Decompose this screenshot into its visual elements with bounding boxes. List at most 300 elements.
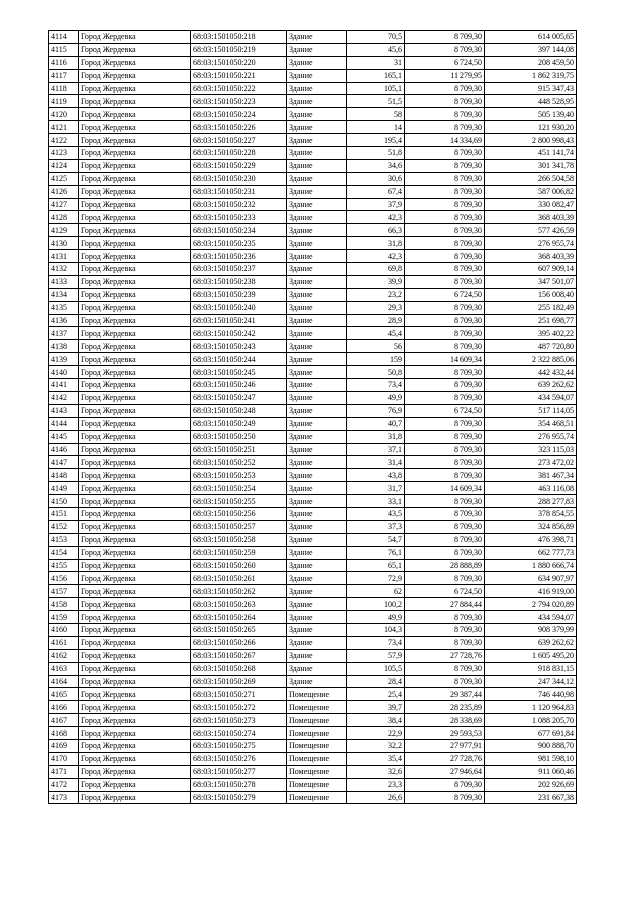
locality-cell: Город Жердевка — [79, 250, 191, 263]
cadastral-value-cell: 746 440,98 — [485, 688, 577, 701]
row-number-cell: 4134 — [49, 288, 79, 301]
locality-cell: Город Жердевка — [79, 507, 191, 520]
cadastral-value-cell: 121 930,20 — [485, 121, 577, 134]
object-type-cell: Здание — [287, 533, 347, 546]
locality-cell: Город Жердевка — [79, 727, 191, 740]
unit-price-cell: 8 709,30 — [405, 791, 485, 804]
area-cell: 72,9 — [347, 572, 405, 585]
area-cell: 43,8 — [347, 469, 405, 482]
cadastral-number-cell: 68:03:1501050:258 — [191, 533, 287, 546]
area-cell: 30,6 — [347, 172, 405, 185]
object-type-cell: Здание — [287, 366, 347, 379]
cadastral-number-cell: 68:03:1501050:228 — [191, 147, 287, 160]
area-cell: 42,3 — [347, 250, 405, 263]
unit-price-cell: 8 709,30 — [405, 237, 485, 250]
area-cell: 165,1 — [347, 69, 405, 82]
locality-cell: Город Жердевка — [79, 198, 191, 211]
row-number-cell: 4148 — [49, 469, 79, 482]
object-type-cell: Здание — [287, 430, 347, 443]
cadastral-value-cell: 368 403,39 — [485, 250, 577, 263]
table-row — [49, 598, 577, 611]
row-number-cell: 4147 — [49, 456, 79, 469]
cadastral-value-cell: 505 139,40 — [485, 108, 577, 121]
unit-price-cell: 8 709,30 — [405, 379, 485, 392]
cadastral-number-cell: 68:03:1501050:268 — [191, 662, 287, 675]
object-type-cell: Помещение — [287, 752, 347, 765]
cadastral-number-cell: 68:03:1501050:264 — [191, 611, 287, 624]
row-number-cell: 4156 — [49, 572, 79, 585]
object-type-cell: Здание — [287, 598, 347, 611]
row-number-cell: 4127 — [49, 198, 79, 211]
cadastral-value-cell: 273 472,02 — [485, 456, 577, 469]
object-type-cell: Помещение — [287, 765, 347, 778]
cadastral-number-cell: 68:03:1501050:223 — [191, 95, 287, 108]
object-type-cell: Здание — [287, 95, 347, 108]
row-number-cell: 4132 — [49, 263, 79, 276]
unit-price-cell: 8 709,30 — [405, 520, 485, 533]
table-row — [49, 301, 577, 314]
object-type-cell: Здание — [287, 649, 347, 662]
object-type-cell: Здание — [287, 507, 347, 520]
area-cell: 25,4 — [347, 688, 405, 701]
locality-cell: Город Жердевка — [79, 327, 191, 340]
cadastral-number-cell: 68:03:1501050:230 — [191, 172, 287, 185]
row-number-cell: 4152 — [49, 520, 79, 533]
locality-cell: Город Жердевка — [79, 417, 191, 430]
locality-cell: Город Жердевка — [79, 572, 191, 585]
locality-cell: Город Жердевка — [79, 675, 191, 688]
area-cell: 39,7 — [347, 701, 405, 714]
object-type-cell: Помещение — [287, 701, 347, 714]
table-row — [49, 43, 577, 56]
cadastral-value-cell: 900 888,70 — [485, 739, 577, 752]
unit-price-cell: 8 709,30 — [405, 95, 485, 108]
cadastral-number-cell: 68:03:1501050:274 — [191, 727, 287, 740]
row-number-cell: 4141 — [49, 379, 79, 392]
row-number-cell: 4167 — [49, 714, 79, 727]
object-type-cell: Помещение — [287, 791, 347, 804]
unit-price-cell: 6 724,50 — [405, 56, 485, 69]
table-row — [49, 353, 577, 366]
area-cell: 105,1 — [347, 82, 405, 95]
unit-price-cell: 14 609,34 — [405, 353, 485, 366]
unit-price-cell: 8 709,30 — [405, 31, 485, 44]
cadastral-number-cell: 68:03:1501050:249 — [191, 417, 287, 430]
cadastral-value-cell: 451 141,74 — [485, 147, 577, 160]
cadastral-value-cell: 324 856,89 — [485, 520, 577, 533]
locality-cell: Город Жердевка — [79, 598, 191, 611]
locality-cell: Город Жердевка — [79, 611, 191, 624]
row-number-cell: 4144 — [49, 417, 79, 430]
table-row — [49, 456, 577, 469]
table-row — [49, 791, 577, 804]
object-type-cell: Здание — [287, 611, 347, 624]
cadastral-number-cell: 68:03:1501050:240 — [191, 301, 287, 314]
cadastral-number-cell: 68:03:1501050:253 — [191, 469, 287, 482]
cadastral-number-cell: 68:03:1501050:237 — [191, 263, 287, 276]
area-cell: 49,9 — [347, 611, 405, 624]
object-type-cell: Здание — [287, 31, 347, 44]
area-cell: 51,8 — [347, 147, 405, 160]
locality-cell: Город Жердевка — [79, 314, 191, 327]
cadastral-number-cell: 68:03:1501050:247 — [191, 391, 287, 404]
area-cell: 14 — [347, 121, 405, 134]
unit-price-cell: 28 888,89 — [405, 559, 485, 572]
object-type-cell: Здание — [287, 456, 347, 469]
cadastral-number-cell: 68:03:1501050:261 — [191, 572, 287, 585]
cadastral-number-cell: 68:03:1501050:272 — [191, 701, 287, 714]
cadastral-number-cell: 68:03:1501050:233 — [191, 211, 287, 224]
area-cell: 159 — [347, 353, 405, 366]
unit-price-cell: 8 709,30 — [405, 263, 485, 276]
cadastral-value-cell: 330 082,47 — [485, 198, 577, 211]
cadastral-value-cell: 378 854,55 — [485, 507, 577, 520]
table-row — [49, 611, 577, 624]
table-body — [49, 31, 577, 804]
table-row — [49, 263, 577, 276]
row-number-cell: 4171 — [49, 765, 79, 778]
object-type-cell: Помещение — [287, 727, 347, 740]
area-cell: 104,3 — [347, 623, 405, 636]
area-cell: 37,1 — [347, 443, 405, 456]
locality-cell: Город Жердевка — [79, 443, 191, 456]
table-row — [49, 147, 577, 160]
area-cell: 28,4 — [347, 675, 405, 688]
row-number-cell: 4154 — [49, 546, 79, 559]
row-number-cell: 4146 — [49, 443, 79, 456]
object-type-cell: Здание — [287, 69, 347, 82]
locality-cell: Город Жердевка — [79, 134, 191, 147]
table-row — [49, 417, 577, 430]
unit-price-cell: 8 709,30 — [405, 417, 485, 430]
area-cell: 22,9 — [347, 727, 405, 740]
unit-price-cell: 8 709,30 — [405, 778, 485, 791]
cadastral-value-cell: 911 060,46 — [485, 765, 577, 778]
unit-price-cell: 8 709,30 — [405, 211, 485, 224]
row-number-cell: 4116 — [49, 56, 79, 69]
cadastral-value-cell: 614 005,65 — [485, 31, 577, 44]
object-type-cell: Здание — [287, 198, 347, 211]
cadastral-number-cell: 68:03:1501050:222 — [191, 82, 287, 95]
cadastral-number-cell: 68:03:1501050:221 — [191, 69, 287, 82]
row-number-cell: 4150 — [49, 495, 79, 508]
unit-price-cell: 8 709,30 — [405, 662, 485, 675]
row-number-cell: 4123 — [49, 147, 79, 160]
cadastral-number-cell: 68:03:1501050:275 — [191, 739, 287, 752]
cadastral-number-cell: 68:03:1501050:235 — [191, 237, 287, 250]
row-number-cell: 4131 — [49, 250, 79, 263]
table-row — [49, 495, 577, 508]
locality-cell: Город Жердевка — [79, 430, 191, 443]
table-row — [49, 314, 577, 327]
row-number-cell: 4139 — [49, 353, 79, 366]
cadastral-value-cell: 276 955,74 — [485, 430, 577, 443]
unit-price-cell: 8 709,30 — [405, 391, 485, 404]
cadastral-value-cell: 323 115,03 — [485, 443, 577, 456]
row-number-cell: 4149 — [49, 482, 79, 495]
object-type-cell: Здание — [287, 585, 347, 598]
cadastral-value-cell: 448 528,95 — [485, 95, 577, 108]
locality-cell: Город Жердевка — [79, 662, 191, 675]
locality-cell: Город Жердевка — [79, 495, 191, 508]
locality-cell: Город Жердевка — [79, 237, 191, 250]
table-row — [49, 95, 577, 108]
cadastral-value-cell: 442 432,44 — [485, 366, 577, 379]
cadastral-value-cell: 981 598,10 — [485, 752, 577, 765]
cadastral-value-table — [48, 30, 577, 804]
unit-price-cell: 8 709,30 — [405, 314, 485, 327]
table-row — [49, 727, 577, 740]
area-cell: 65,1 — [347, 559, 405, 572]
area-cell: 73,4 — [347, 636, 405, 649]
locality-cell: Город Жердевка — [79, 224, 191, 237]
row-number-cell: 4137 — [49, 327, 79, 340]
object-type-cell: Здание — [287, 327, 347, 340]
table-row — [49, 69, 577, 82]
cadastral-number-cell: 68:03:1501050:254 — [191, 482, 287, 495]
unit-price-cell: 6 724,50 — [405, 585, 485, 598]
table-row — [49, 237, 577, 250]
row-number-cell: 4157 — [49, 585, 79, 598]
unit-price-cell: 29 593,53 — [405, 727, 485, 740]
row-number-cell: 4136 — [49, 314, 79, 327]
unit-price-cell: 8 709,30 — [405, 430, 485, 443]
unit-price-cell: 8 709,30 — [405, 43, 485, 56]
area-cell: 57,9 — [347, 649, 405, 662]
cadastral-value-cell: 397 144,08 — [485, 43, 577, 56]
unit-price-cell: 8 709,30 — [405, 185, 485, 198]
area-cell: 42,3 — [347, 211, 405, 224]
cadastral-value-cell: 915 347,43 — [485, 82, 577, 95]
locality-cell: Город Жердевка — [79, 353, 191, 366]
cadastral-value-cell: 288 277,83 — [485, 495, 577, 508]
object-type-cell: Здание — [287, 391, 347, 404]
table-row — [49, 778, 577, 791]
unit-price-cell: 8 709,30 — [405, 108, 485, 121]
locality-cell: Город Жердевка — [79, 31, 191, 44]
area-cell: 67,4 — [347, 185, 405, 198]
cadastral-number-cell: 68:03:1501050:229 — [191, 159, 287, 172]
row-number-cell: 4140 — [49, 366, 79, 379]
table-row — [49, 559, 577, 572]
cadastral-value-cell: 577 426,59 — [485, 224, 577, 237]
row-number-cell: 4119 — [49, 95, 79, 108]
table-row — [49, 546, 577, 559]
locality-cell: Город Жердевка — [79, 211, 191, 224]
row-number-cell: 4155 — [49, 559, 79, 572]
cadastral-value-cell: 231 667,38 — [485, 791, 577, 804]
cadastral-number-cell: 68:03:1501050:241 — [191, 314, 287, 327]
locality-cell: Город Жердевка — [79, 701, 191, 714]
cadastral-value-cell: 908 379,99 — [485, 623, 577, 636]
locality-cell: Город Жердевка — [79, 636, 191, 649]
cadastral-value-cell: 368 403,39 — [485, 211, 577, 224]
row-number-cell: 4160 — [49, 623, 79, 636]
area-cell: 40,7 — [347, 417, 405, 430]
row-number-cell: 4138 — [49, 340, 79, 353]
locality-cell: Город Жердевка — [79, 82, 191, 95]
area-cell: 69,8 — [347, 263, 405, 276]
cadastral-number-cell: 68:03:1501050:248 — [191, 404, 287, 417]
cadastral-number-cell: 68:03:1501050:242 — [191, 327, 287, 340]
cadastral-value-cell: 1 088 205,70 — [485, 714, 577, 727]
cadastral-value-cell: 208 459,50 — [485, 56, 577, 69]
cadastral-number-cell: 68:03:1501050:243 — [191, 340, 287, 353]
locality-cell: Город Жердевка — [79, 340, 191, 353]
row-number-cell: 4161 — [49, 636, 79, 649]
object-type-cell: Здание — [287, 134, 347, 147]
cadastral-value-cell: 639 262,62 — [485, 636, 577, 649]
object-type-cell: Здание — [287, 675, 347, 688]
locality-cell: Город Жердевка — [79, 56, 191, 69]
cadastral-value-cell: 634 907,97 — [485, 572, 577, 585]
unit-price-cell: 8 709,30 — [405, 443, 485, 456]
table-row — [49, 327, 577, 340]
cadastral-number-cell: 68:03:1501050:246 — [191, 379, 287, 392]
unit-price-cell: 8 709,30 — [405, 507, 485, 520]
row-number-cell: 4133 — [49, 275, 79, 288]
locality-cell: Город Жердевка — [79, 533, 191, 546]
row-number-cell: 4126 — [49, 185, 79, 198]
unit-price-cell: 8 709,30 — [405, 121, 485, 134]
table-row — [49, 31, 577, 44]
object-type-cell: Здание — [287, 288, 347, 301]
object-type-cell: Здание — [287, 353, 347, 366]
object-type-cell: Здание — [287, 147, 347, 160]
object-type-cell: Помещение — [287, 739, 347, 752]
unit-price-cell: 8 709,30 — [405, 366, 485, 379]
row-number-cell: 4142 — [49, 391, 79, 404]
area-cell: 37,3 — [347, 520, 405, 533]
cadastral-number-cell: 68:03:1501050:265 — [191, 623, 287, 636]
locality-cell: Город Жердевка — [79, 301, 191, 314]
object-type-cell: Здание — [287, 108, 347, 121]
table-row — [49, 172, 577, 185]
row-number-cell: 4162 — [49, 649, 79, 662]
locality-cell: Город Жердевка — [79, 778, 191, 791]
object-type-cell: Здание — [287, 404, 347, 417]
cadastral-value-cell: 381 467,34 — [485, 469, 577, 482]
object-type-cell: Здание — [287, 469, 347, 482]
row-number-cell: 4117 — [49, 69, 79, 82]
row-number-cell: 4170 — [49, 752, 79, 765]
cadastral-value-cell: 1 880 666,74 — [485, 559, 577, 572]
locality-cell: Город Жердевка — [79, 147, 191, 160]
area-cell: 23,2 — [347, 288, 405, 301]
unit-price-cell: 8 709,30 — [405, 147, 485, 160]
area-cell: 32,2 — [347, 739, 405, 752]
table-row — [49, 649, 577, 662]
cadastral-value-cell: 1 862 319,75 — [485, 69, 577, 82]
unit-price-cell: 11 279,95 — [405, 69, 485, 82]
unit-price-cell: 8 709,30 — [405, 533, 485, 546]
cadastral-number-cell: 68:03:1501050:273 — [191, 714, 287, 727]
cadastral-number-cell: 68:03:1501050:244 — [191, 353, 287, 366]
cadastral-number-cell: 68:03:1501050:256 — [191, 507, 287, 520]
table-row — [49, 159, 577, 172]
unit-price-cell: 6 724,50 — [405, 404, 485, 417]
cadastral-value-cell: 347 501,07 — [485, 275, 577, 288]
cadastral-value-cell: 266 504,58 — [485, 172, 577, 185]
cadastral-number-cell: 68:03:1501050:231 — [191, 185, 287, 198]
table-row — [49, 714, 577, 727]
cadastral-value-cell: 639 262,62 — [485, 379, 577, 392]
area-cell: 37,9 — [347, 198, 405, 211]
table-row — [49, 198, 577, 211]
area-cell: 28,9 — [347, 314, 405, 327]
object-type-cell: Здание — [287, 224, 347, 237]
cadastral-number-cell: 68:03:1501050:267 — [191, 649, 287, 662]
unit-price-cell: 27 728,76 — [405, 649, 485, 662]
locality-cell: Город Жердевка — [79, 121, 191, 134]
table-row — [49, 250, 577, 263]
object-type-cell: Помещение — [287, 778, 347, 791]
area-cell: 31,8 — [347, 430, 405, 443]
cadastral-number-cell: 68:03:1501050:263 — [191, 598, 287, 611]
row-number-cell: 4163 — [49, 662, 79, 675]
cadastral-value-cell: 677 691,84 — [485, 727, 577, 740]
area-cell: 100,2 — [347, 598, 405, 611]
cadastral-number-cell: 68:03:1501050:269 — [191, 675, 287, 688]
area-cell: 33,1 — [347, 495, 405, 508]
area-cell: 76,9 — [347, 404, 405, 417]
locality-cell: Город Жердевка — [79, 714, 191, 727]
table-row — [49, 404, 577, 417]
object-type-cell: Здание — [287, 301, 347, 314]
table-row — [49, 56, 577, 69]
locality-cell: Город Жердевка — [79, 185, 191, 198]
cadastral-number-cell: 68:03:1501050:251 — [191, 443, 287, 456]
object-type-cell: Здание — [287, 314, 347, 327]
cadastral-value-cell: 276 955,74 — [485, 237, 577, 250]
table-row — [49, 572, 577, 585]
row-number-cell: 4158 — [49, 598, 79, 611]
cadastral-number-cell: 68:03:1501050:220 — [191, 56, 287, 69]
cadastral-value-cell: 301 341,78 — [485, 159, 577, 172]
cadastral-number-cell: 68:03:1501050:234 — [191, 224, 287, 237]
row-number-cell: 4135 — [49, 301, 79, 314]
cadastral-number-cell: 68:03:1501050:259 — [191, 546, 287, 559]
unit-price-cell: 8 709,30 — [405, 275, 485, 288]
cadastral-value-cell: 247 344,12 — [485, 675, 577, 688]
cadastral-number-cell: 68:03:1501050:252 — [191, 456, 287, 469]
unit-price-cell: 6 724,50 — [405, 288, 485, 301]
row-number-cell: 4145 — [49, 430, 79, 443]
object-type-cell: Здание — [287, 482, 347, 495]
table-row — [49, 379, 577, 392]
cadastral-number-cell: 68:03:1501050:236 — [191, 250, 287, 263]
table-row — [49, 224, 577, 237]
cadastral-value-cell: 251 698,77 — [485, 314, 577, 327]
unit-price-cell: 14 334,69 — [405, 134, 485, 147]
row-number-cell: 4125 — [49, 172, 79, 185]
table-row — [49, 185, 577, 198]
unit-price-cell: 27 728,76 — [405, 752, 485, 765]
locality-cell: Город Жердевка — [79, 172, 191, 185]
table-row — [49, 391, 577, 404]
unit-price-cell: 8 709,30 — [405, 456, 485, 469]
area-cell: 38,4 — [347, 714, 405, 727]
cadastral-number-cell: 68:03:1501050:266 — [191, 636, 287, 649]
cadastral-value-cell: 487 720,80 — [485, 340, 577, 353]
row-number-cell: 4118 — [49, 82, 79, 95]
locality-cell: Город Жердевка — [79, 585, 191, 598]
locality-cell: Город Жердевка — [79, 559, 191, 572]
row-number-cell: 4122 — [49, 134, 79, 147]
table-row — [49, 636, 577, 649]
object-type-cell: Здание — [287, 636, 347, 649]
unit-price-cell: 28 338,69 — [405, 714, 485, 727]
